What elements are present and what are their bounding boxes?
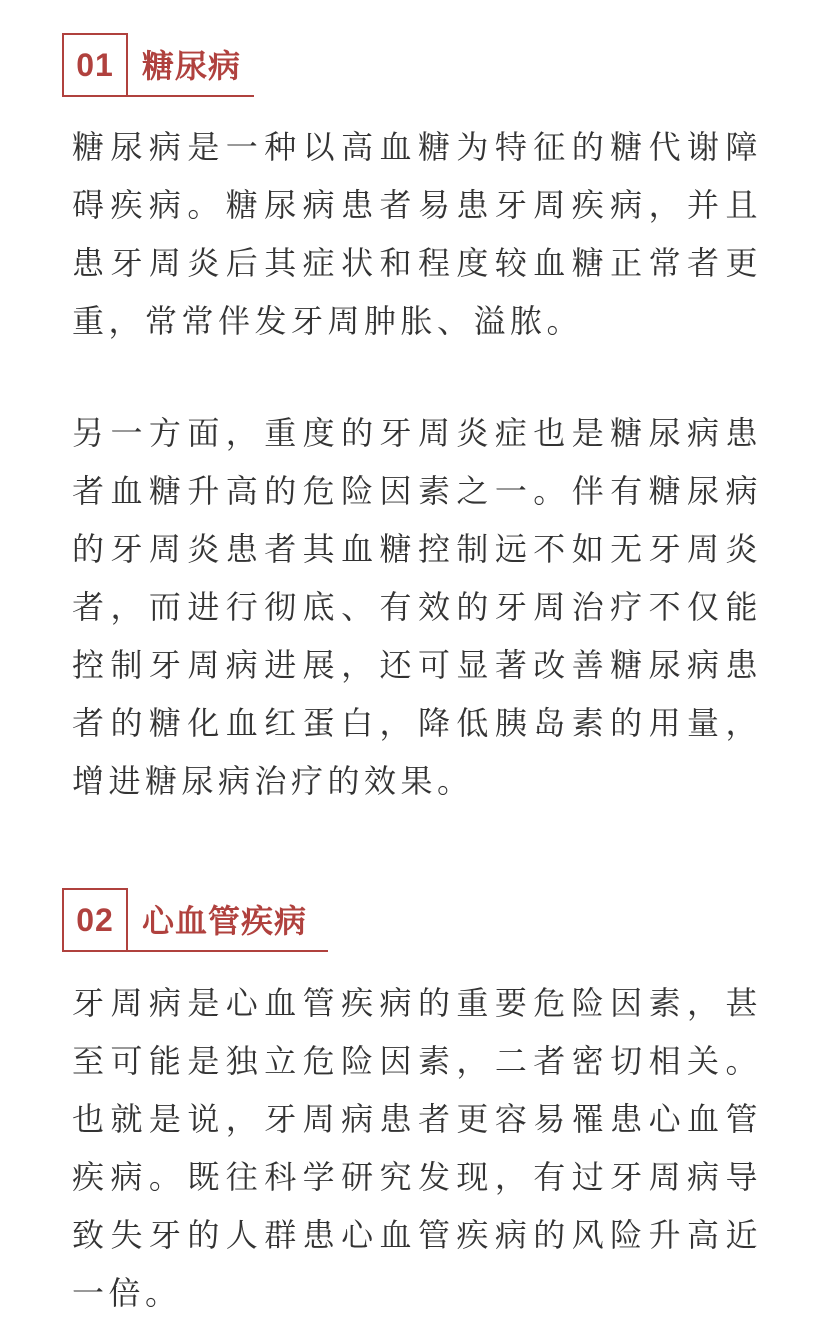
paragraph-diabetes-2: 另一方面，重度的牙周炎症也是糖尿病患者血糖升高的危险因素之一。伴有糖尿病的牙周炎患者其血糖控制远不如无牙周炎者，而进行彻底、有效的牙周治疗不仅能控制牙周病进展，还可显著改善糖尿病患者的糖化血红蛋白，降低胰岛素的用量，增进糖尿病治疗的效果。 [72, 414, 762, 800]
section-header-cardiovascular [62, 888, 328, 952]
paragraph-diabetes-1: 糖尿病是一种以高血糖为特征的糖代谢障碍疾病。糖尿病患者易患牙周疾病，并且患牙周炎后其症状和程度较血糖正常者更重，常常伴发牙周肿胀、溢脓。 [72, 128, 762, 340]
section-header-diabetes [62, 33, 254, 97]
paragraph-cardiovascular-1: 牙周病是心血管疾病的重要危险因素，甚至可能是独立危险因素，二者密切相关。也就是说，牙周病患者更容易罹患心血管疾病。既往科学研究发现，有过牙周病导致失牙的人群患心血管疾病的风险升高近一倍。 [72, 984, 762, 1312]
section-title: 糖尿病 [128, 33, 254, 97]
section-title: 心血管疾病 [128, 888, 328, 952]
section-number: 01 [62, 33, 128, 97]
section-number: 02 [62, 888, 128, 952]
